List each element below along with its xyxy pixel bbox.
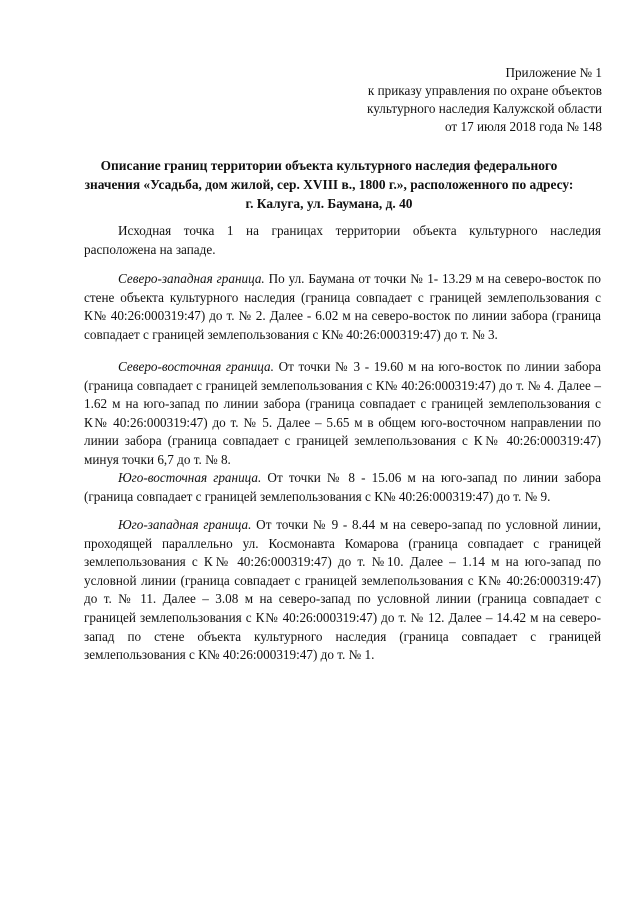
appendix-number: Приложение № 1 xyxy=(505,65,602,80)
appendix-date: от 17 июля 2018 года № 148 xyxy=(445,119,602,134)
northeast-boundary-block xyxy=(84,358,601,470)
appendix-order-ref: к приказу управления по охране объектов xyxy=(367,83,602,98)
document-title xyxy=(84,156,574,213)
northwest-boundary-block xyxy=(84,270,601,344)
section-text: По ул. Баумана от точки № 1- 13.29 м на северо-восток по стене объекта культурного наследия (граница совпадает с границей землепользования с К№ 40:26:000319:47) до т. № 2. Далее - 6.02 м на северо-восток по линии забора (граница совпадает с границей землепользования с К№ 40:26:000319:47) до т. № 3. xyxy=(84,271,602,342)
section-label: Северо-восточная граница. xyxy=(118,359,274,374)
title-line-1: Описание границ территории объекта культурного наследия федерального xyxy=(100,158,558,173)
northeast-boundary-paragraph xyxy=(84,358,601,470)
northwest-boundary-paragraph xyxy=(84,270,601,344)
southwest-boundary-block xyxy=(84,516,601,665)
section-label: Юго-восточная граница. xyxy=(118,470,262,485)
appendix-header xyxy=(282,64,602,136)
section-text: От точки № 8 - 15.06 м на юго-запад по линии забора (граница совпадает с границей землепользования с К№ 40:26:000319:47) до т. № 9. xyxy=(84,470,602,504)
title-line-3: г. Калуга, ул. Баумана, д. 40 xyxy=(245,196,413,211)
section-label: Северо-западная граница. xyxy=(118,271,265,286)
intro-paragraph-block xyxy=(84,222,601,259)
intro-paragraph: Исходная точка 1 на границах территории объекта культурного наследия расположена на западе. xyxy=(84,223,601,257)
southeast-boundary-paragraph xyxy=(84,469,601,506)
southeast-boundary-block xyxy=(84,469,601,506)
title-line-2: значения «Усадьба, дом жилой, сер. XVIII в., 1800 г.», расположенного по адресу: xyxy=(84,177,574,192)
section-text: От точки № 9 - 8.44 м на северо-запад по условной линии, проходящей параллельно ул. Космонавта Комарова (граница совпадает с границей землепользования с К№ 40:26:000319:47) до т. №10. Далее – 1.14 м на юго-запад по условной линии (граница совпадает с границей землепользования с К№ 40:26:000319:47) до т. № 11. Далее – 3.08 м на северо-запад по условной линии (граница совпадает с границей землепользования с К№ 40:26:000319:47) до т. № 12. Далее – 14.42 м на северо-запад по стене объекта культурного наследия (граница совпадает с границей землепользования с К№ 40:26:000319:47) до т. № 1. xyxy=(84,517,601,663)
section-text: От точки № 3 - 19.60 м на юго-восток по линии забора (граница совпадает с границей землепользования с К№ 40:26:000319:47) до т. № 4. Далее – 1.62 м на юго-запад по линии забора (граница совпадает с границей землепользования с К№ 40:26:000319:47) до т. № 5. Далее – 5.65 м в общем юго-восточном направлении по линии забора (граница совпадает с границей землепользования с К№ 40:26:000319:47) минуя точки 6,7 до т. № 8. xyxy=(84,359,601,467)
appendix-authority: культурного наследия Калужской области xyxy=(367,101,602,116)
section-label: Юго-западная граница. xyxy=(118,517,252,532)
southwest-boundary-paragraph xyxy=(84,516,601,665)
